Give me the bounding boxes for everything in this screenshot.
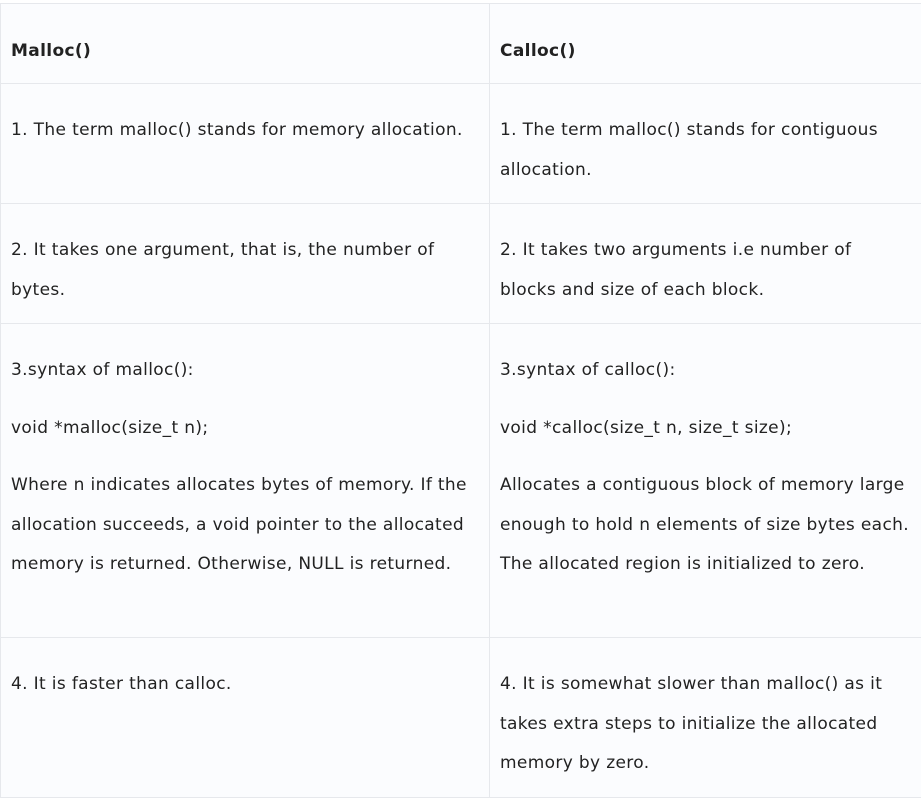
cell-text: 2. It takes two arguments i.e number of blocks and size of each block.	[500, 231, 912, 310]
table-header-row	[1, 4, 921, 84]
cell-text: Allocates a contiguous block of memory large enough to hold n elements of size bytes each. The allocated region is initialized to zero.	[500, 466, 912, 585]
cell-malloc-meaning	[1, 84, 490, 204]
table-row	[1, 204, 921, 324]
cell-malloc-speed	[1, 638, 490, 798]
header-malloc: Malloc()	[1, 4, 490, 84]
cell-text: 1. The term malloc() stands for memory allocation.	[11, 111, 479, 151]
table-row	[1, 638, 921, 798]
cell-text: 4. It is faster than calloc.	[11, 665, 479, 705]
code-signature: void *malloc(size_t n);	[11, 409, 479, 449]
cell-calloc-meaning	[490, 84, 921, 204]
table-row	[1, 324, 921, 638]
cell-text: 3.syntax of calloc():	[500, 351, 912, 391]
cell-text: 4. It is somewhat slower than malloc() as it takes extra steps to initialize the allocated memory by zero.	[500, 665, 912, 784]
table-row	[1, 84, 921, 204]
cell-text: Where n indicates allocates bytes of memory. If the allocation succeeds, a void pointer to the allocated memory is returned. Otherwise, NULL is returned.	[11, 466, 479, 585]
header-calloc: Calloc()	[490, 4, 921, 84]
cell-malloc-arguments	[1, 204, 490, 324]
cell-calloc-syntax	[490, 324, 921, 638]
cell-malloc-syntax	[1, 324, 490, 638]
cell-text: 3.syntax of malloc():	[11, 351, 479, 391]
code-signature: void *calloc(size_t n, size_t size);	[500, 409, 912, 449]
comparison-table	[0, 3, 921, 798]
cell-text: 2. It takes one argument, that is, the number of bytes.	[11, 231, 479, 310]
cell-calloc-arguments	[490, 204, 921, 324]
cell-text: 1. The term malloc() stands for contiguous allocation.	[500, 111, 912, 190]
cell-calloc-speed	[490, 638, 921, 798]
